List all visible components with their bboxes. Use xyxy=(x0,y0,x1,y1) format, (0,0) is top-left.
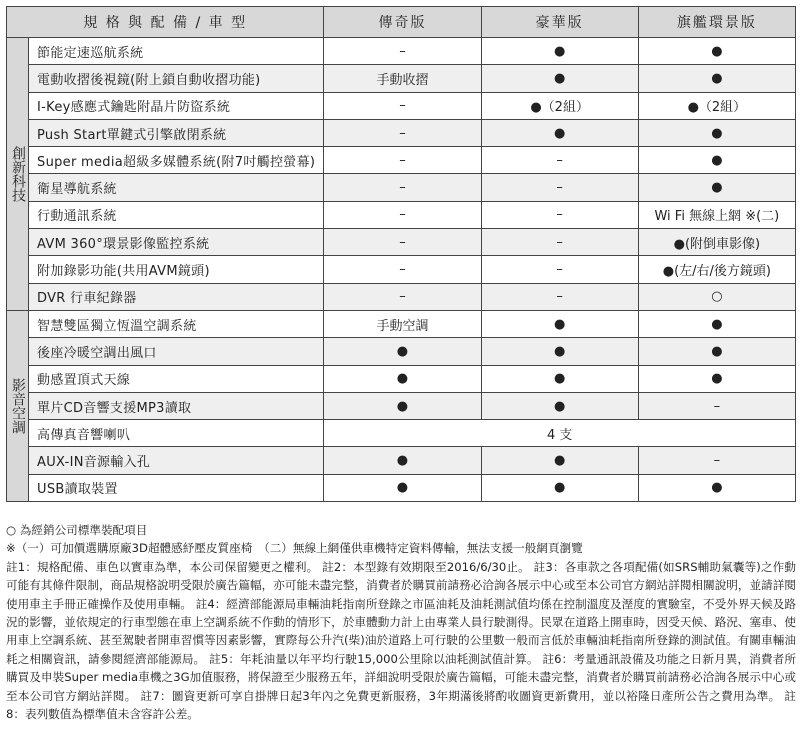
feature-value-flagship: Wi Fi 無線上網 ※(二) xyxy=(638,201,795,228)
feature-value-flagship: ● xyxy=(638,38,795,65)
feature-value-flagship: ●(左/右/後方鏡頭) xyxy=(638,256,795,283)
feature-name: 高傳真音響喇叭 xyxy=(29,420,324,447)
feature-value-flagship: ●(附倒車影像) xyxy=(638,229,795,256)
table-row xyxy=(7,92,796,119)
feature-value-luxury: – xyxy=(481,201,638,228)
feature-value-luxury: – xyxy=(481,174,638,201)
table-row xyxy=(7,256,796,283)
feature-value-flagship: ● xyxy=(638,310,795,337)
feature-name: 節能定速巡航系統 xyxy=(29,38,324,65)
feature-value-legend: – xyxy=(324,174,481,201)
feature-value-flagship: ●（2組） xyxy=(638,92,795,119)
feature-value-flagship: ○ xyxy=(638,283,795,310)
feature-value-flagship: ● xyxy=(638,365,795,392)
feature-value-luxury: ● xyxy=(481,38,638,65)
feature-name: 衛星導航系統 xyxy=(29,174,324,201)
feature-name: 電動收摺後視鏡(附上鎖自動收摺功能) xyxy=(29,65,324,92)
feature-name: 動感置頂式天線 xyxy=(29,365,324,392)
feature-value-luxury: ● xyxy=(481,474,638,501)
feature-value-luxury: ●（2組） xyxy=(481,92,638,119)
feature-value-luxury: – xyxy=(481,256,638,283)
table-row xyxy=(7,147,796,174)
feature-value-luxury: – xyxy=(481,147,638,174)
table-row xyxy=(7,365,796,392)
table-row xyxy=(7,420,796,447)
feature-value-luxury: ● xyxy=(481,65,638,92)
section-label: 創新科技 xyxy=(7,38,29,311)
table-row xyxy=(7,65,796,92)
feature-value-luxury: ● xyxy=(481,365,638,392)
feature-value-flagship: ● xyxy=(638,147,795,174)
feature-value-legend: – xyxy=(324,201,481,228)
feature-name: AVM 360°環景影像監控系統 xyxy=(29,229,324,256)
trim-header-legend: 傳奇版 xyxy=(324,7,481,38)
feature-value-luxury: – xyxy=(481,283,638,310)
feature-value-legend: – xyxy=(324,283,481,310)
feature-value-legend: – xyxy=(324,147,481,174)
feature-value-flagship: ● xyxy=(638,338,795,365)
feature-value-legend: ● xyxy=(324,338,481,365)
feature-value-luxury: ● xyxy=(481,392,638,419)
trim-header-flagship: 旗艦環景版 xyxy=(638,7,795,38)
note-legend: ○ 為經銷公司標準裝配項目 xyxy=(6,523,148,537)
feature-name: I-Key感應式鑰匙附晶片防盜系統 xyxy=(29,92,324,119)
table-row xyxy=(7,447,796,474)
table-row xyxy=(7,474,796,501)
section-label: 影音空調 xyxy=(7,310,29,501)
feature-value-luxury: ● xyxy=(481,447,638,474)
feature-value-flagship: ● xyxy=(638,174,795,201)
note-body: 註1：規格配備、車色以實車為準，本公司保留變更之權利。 註2：本型錄有效期限至2016/6/30止。 註3：各車款之各項配備(如SRS輔助氣囊等)之作動可能有其條件限制，商品規格說明受限於廣告篇幅，亦可能未盡完整，消費者於購買前請務必洽詢各展示中心或至本公司官方網站詳閱相關說明，並請詳閱使用車主手冊正確操作及使用車輛。 註4：經濟部能源局車輛油耗指南所登錄之市區油耗及油耗測試值均係在控制溫度及溼度的實驗室，不受外界天候及路況的影響，並依規定的行車型態在車上空調系統不作動的情形下，於車體動力計上由專業人員行駛測得。民眾在道路上開車時，因受天候、路況、塞車、使用車上空調系統、甚至駕駛者開車習慣等因素影響，實際每公升汽(柴)油於道路上可行駛的公里數一般而言低於車輛油耗指南所登錄的測試值。有關車輛油耗之相關資訊，請參閱經濟部能源局。 註5：年耗油量以年平均行駛15,000公里除以油耗測試值計算。 註6：考量通訊設備及功能之日新月異，消費者所購買及申裝Super media車機之3G加值服務，將保證至少服務五年，詳細說明受限於廣告篇幅，可能未盡完整，消費者於購買前請務必洽詢各展示中心或至本公司官方網站詳閱。 註7：圖資更新可享自掛牌日起3年內之免費更新服務，3年期滿後將酌收圖資更新費用，並以裕隆日產所公告之費用為準。 註8：表列數值為標準值未含容許公差。 xyxy=(6,559,796,722)
feature-value-flagship: ● xyxy=(638,65,795,92)
table-row xyxy=(7,201,796,228)
feature-value-flagship: ● xyxy=(638,474,795,501)
feature-name: DVR 行車紀錄器 xyxy=(29,283,324,310)
feature-value-flagship: ● xyxy=(638,119,795,146)
feature-value-luxury: ● xyxy=(481,119,638,146)
feature-name: 附加錄影功能(共用AVM鏡頭) xyxy=(29,256,324,283)
header-row xyxy=(7,7,796,38)
feature-value-legend: – xyxy=(324,229,481,256)
feature-value-legend: – xyxy=(324,256,481,283)
table-row xyxy=(7,283,796,310)
table-row xyxy=(7,38,796,65)
table-row xyxy=(7,338,796,365)
table-row xyxy=(7,119,796,146)
feature-name: AUX-IN音源輸入孔 xyxy=(29,447,324,474)
feature-value-legend: 手動空調 xyxy=(324,310,481,337)
feature-name: 後座冷暖空調出風口 xyxy=(29,338,324,365)
feature-value-flagship: – xyxy=(638,392,795,419)
feature-value-luxury: ● xyxy=(481,338,638,365)
feature-value-luxury: – xyxy=(481,229,638,256)
note-options: ※（一）可加價選購原廠3D超體感紓壓皮質座椅 （二）無線上網僅供車機特定資料傳輸，無法支援一般網頁瀏覽 xyxy=(6,541,583,556)
spec-header: 規 格 與 配 備 / 車 型 xyxy=(7,7,324,38)
feature-value-legend: ● xyxy=(324,365,481,392)
table-row xyxy=(7,392,796,419)
spec-table-body xyxy=(7,38,796,502)
feature-value-flagship: – xyxy=(638,447,795,474)
feature-name: Push Start單鍵式引擎啟閉系統 xyxy=(29,119,324,146)
feature-name: Super media超級多媒體系統(附7吋觸控螢幕) xyxy=(29,147,324,174)
feature-value-legend: – xyxy=(324,119,481,146)
feature-value-legend: ● xyxy=(324,392,481,419)
feature-name: 智慧雙區獨立恆溫空調系統 xyxy=(29,310,324,337)
feature-value-legend: 手動收摺 xyxy=(324,65,481,92)
feature-name: USB讀取裝置 xyxy=(29,474,324,501)
feature-value-legend: – xyxy=(324,92,481,119)
table-row xyxy=(7,174,796,201)
feature-value-luxury: ● xyxy=(481,310,638,337)
table-row xyxy=(7,310,796,337)
spec-table xyxy=(6,6,796,502)
feature-value-legend: ● xyxy=(324,447,481,474)
footnotes xyxy=(6,521,796,723)
feature-value-legend: ● xyxy=(324,474,481,501)
feature-name: 行動通訊系統 xyxy=(29,201,324,228)
table-row xyxy=(7,229,796,256)
trim-header-luxury: 豪華版 xyxy=(481,7,638,38)
feature-name: 單片CD音響支援MP3讀取 xyxy=(29,392,324,419)
feature-value-merged: 4 支 xyxy=(324,420,796,447)
feature-value-legend: – xyxy=(324,38,481,65)
